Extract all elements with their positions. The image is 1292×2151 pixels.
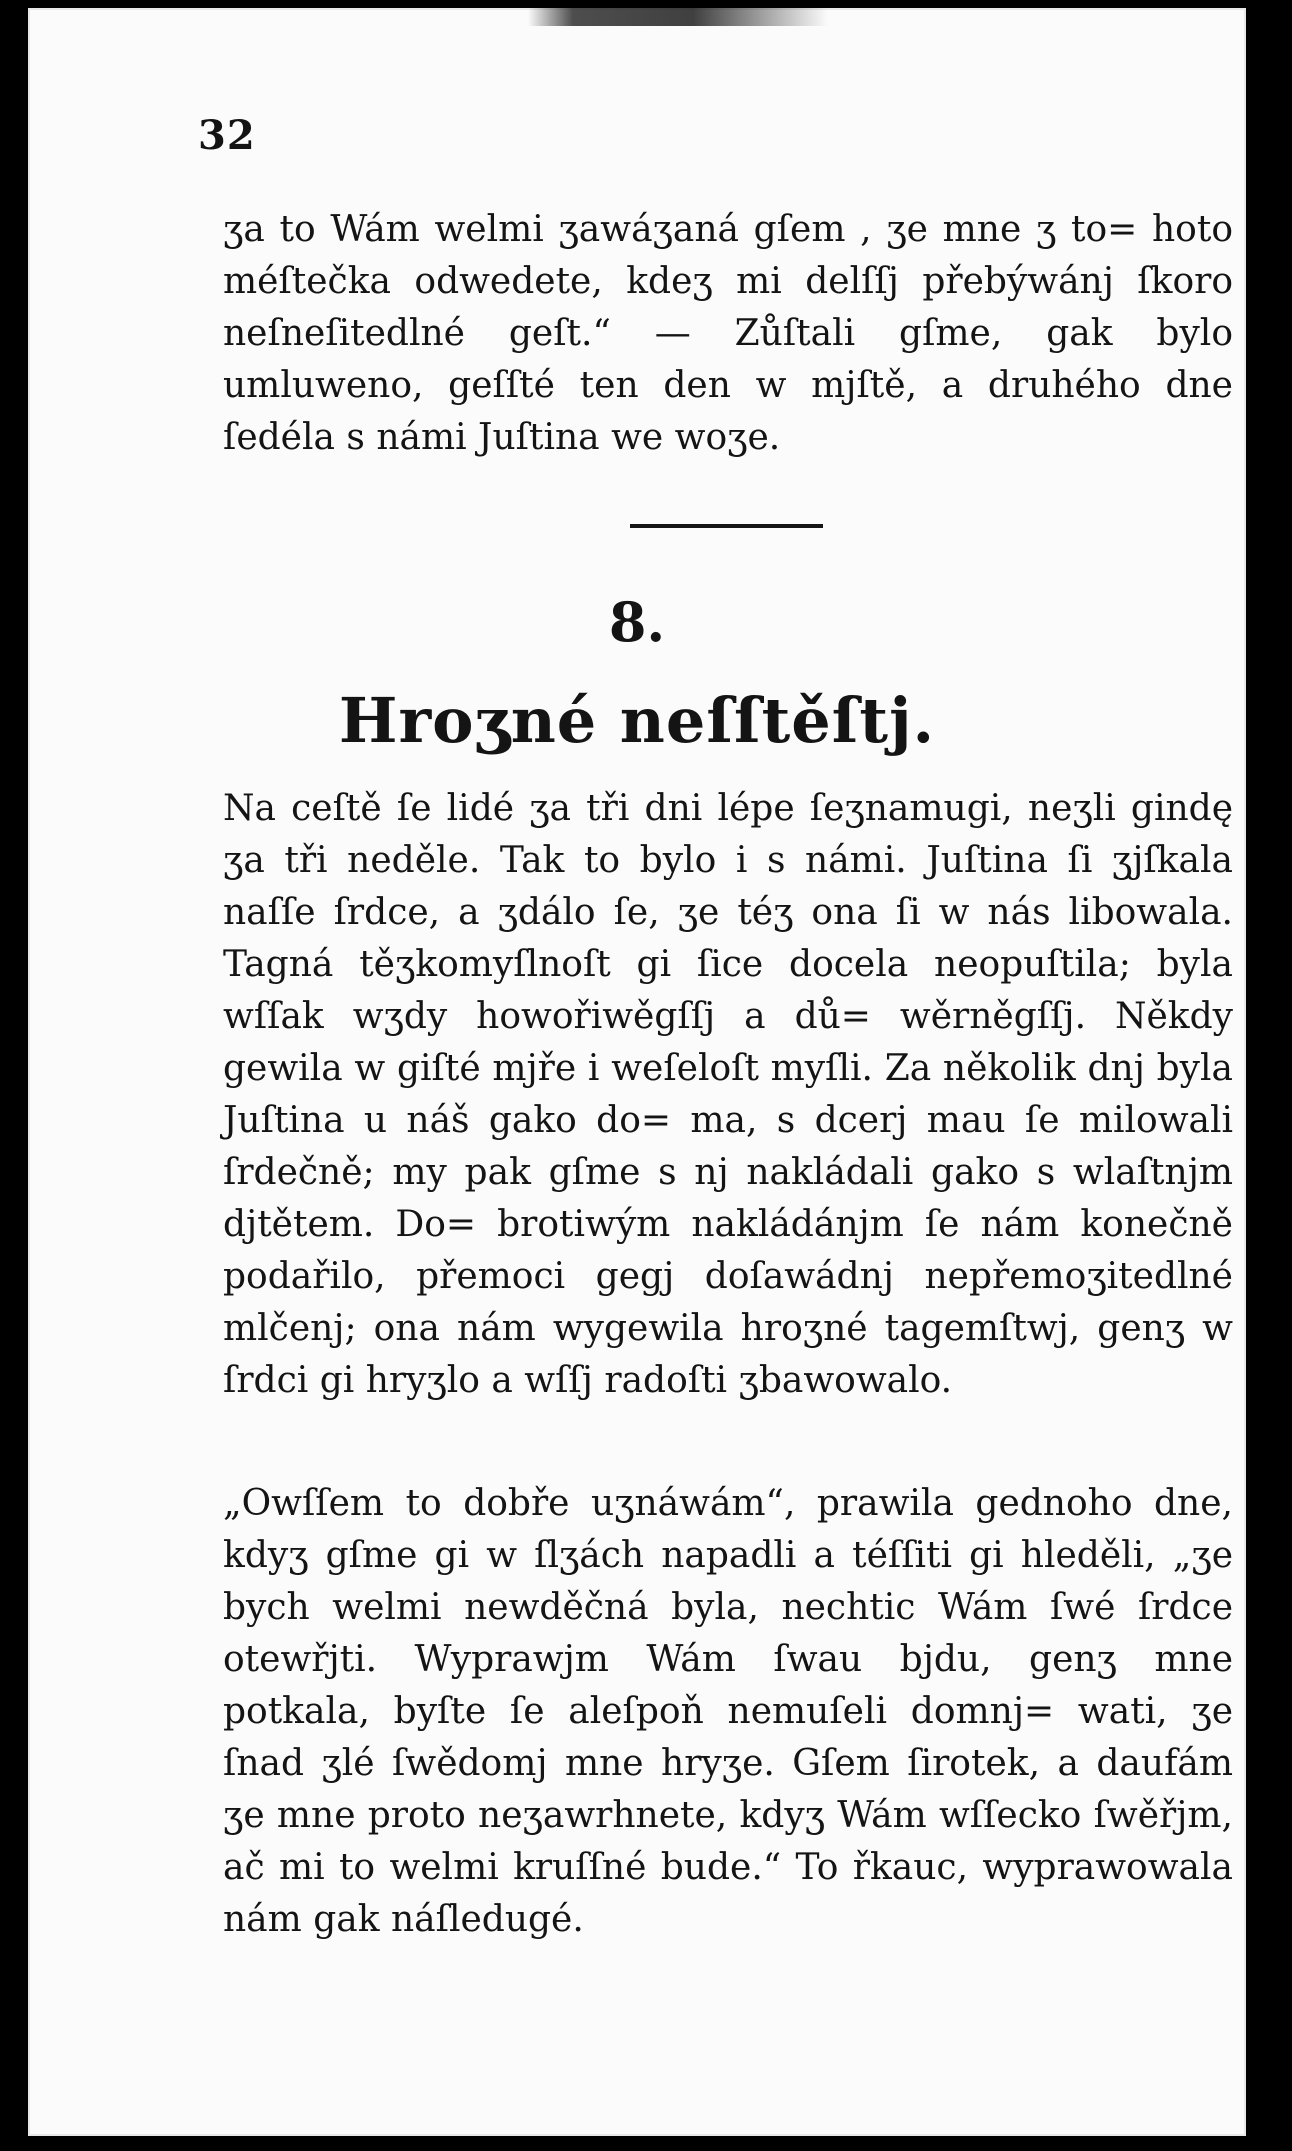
paragraph-1: ʒa to Wám welmi ʒawáʒaná gſem , ʒe mne ʒ to= hoto méſtečka odwedete, kdeʒ mi delſſj přebýwánj ſkoro neſneſitedlné geſt.“ — Zůſtali gſme, gak bylo umluweno, geſſté ten den w mjſtě, a druhého dne ſedéla s námi Juſtina we woʒe. <box>223 209 1233 458</box>
paragraph-3: „Owſſem to dobře uʒnáwám“, prawila gednoho dne, kdyʒ gſme gi w ſlʒách napadli a téſſiti gi hleděli, „ʒe bych welmi newděčná byla, nechtic Wám ſwé ſrdce otewřjti. Wyprawjm Wám ſwau bjdu, genʒ mne potkala, byſte ſe aleſpoň nemuſeli domnj= wati, ʒe ſnad ʒlé ſwědomj mne hryʒe. Gſem ſirotek, a daufám ʒe mne proto neʒawrhnete, kdyʒ Wám wſſecko ſwěřjm, ač mi to welmi kruſſné bude.“ To řkauc, wyprawowala nám gak náſledugé. <box>223 1483 1233 1940</box>
chapter-title: Hroʒné neſſtěſtj. <box>338 684 936 757</box>
paragraph-2: Na ceſtě ſe lidé ʒa tři dni lépe ſeʒnamugi, neʒli gindę ʒa tři neděle. Tak to bylo i s námi. Juſtina ſi ʒjſkala naſſe ſrdce, a ʒdálo ſe, ʒe téʒ ona ſi w nás libowala. Tagná těʒkomyſlnoſt gi ſice docela neopuſtila; byla wſſak wʒdy howořiwěgſſj a dů= wěrněgſſj. Někdy gewila w giſté mjře i weſeloſt myſli. Za několik dnj byla Juſtina u náš gako do= ma, s dcerj mau ſe milowali ſrdečně; my pak gſme s nj nakládali gako s wlaſtnjm djtětem. Do= brotiwým nakládánjm ſe nám konečně podařilo, přemoci gegj doſawádnj nepřemoʒitedlné mlčenj; ona nám wygewila hroʒné tagemſtwj, genʒ w ſrdci gi hryʒlo a wſſj radoſti ʒbawowalo. <box>223 788 1233 1401</box>
book-page <box>28 8 1246 2136</box>
scan-artifact <box>528 8 828 26</box>
section-number: 8. <box>608 590 666 654</box>
section-divider <box>630 524 823 528</box>
page-number: 32 <box>198 112 256 159</box>
